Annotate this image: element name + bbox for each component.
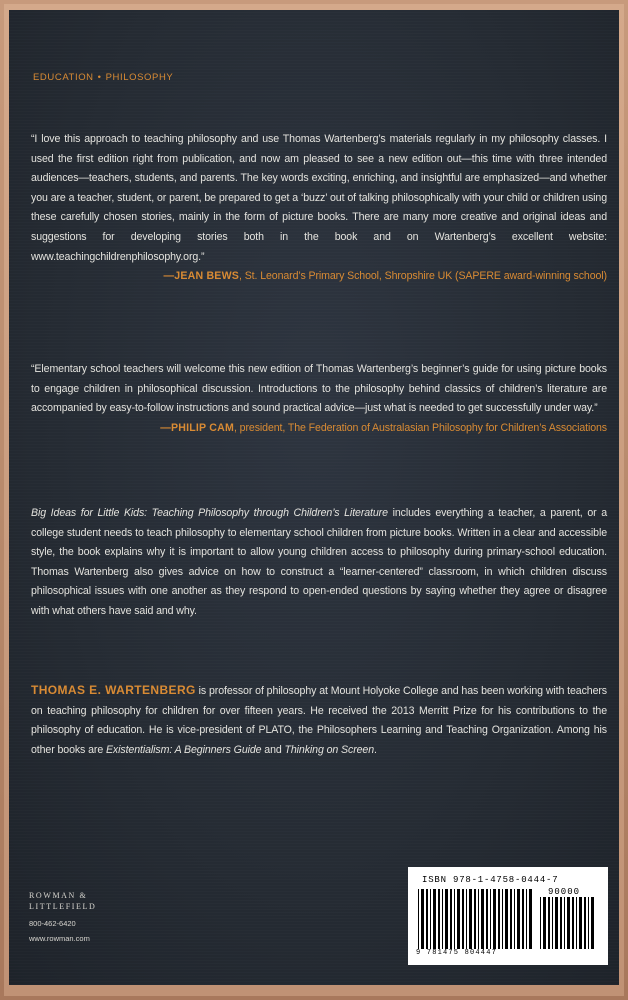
quote-2-organization: , president, The Federation of Australasian Philosophy for Children’s Associations [234,421,607,434]
isbn-text: ISBN 978-1-4758-0444-7 [422,875,559,885]
quote-1-organization: , St. Leonard’s Primary School, Shropshire UK (SAPERE award-winning school) [239,270,607,283]
barcode-bar [433,889,436,949]
barcode-bar [543,897,546,949]
barcode-bar [469,889,472,949]
publisher-url: www.rowman.com [29,934,90,943]
barcode-bar [526,889,527,949]
category-philosophy: PHILOSOPHY [105,72,174,83]
barcode-bar [505,889,508,949]
description-text: includes everything a teacher, a parent, or a college student needs to teach philosophy to elementary school children from picture books. Written in a clear and accessible style, the book explains why it is important to allow young children access to philosophy during primary-school education. Thomas Wartenberg also gives advice on how to construct a “learner-centered” classroom, in which children discuss philosophical issues with one another as they respond to open-ended questions by saying whether they agree or disagree with what others have said and why. [31,507,607,617]
quote-2-author: —PHILIP CAM [160,421,234,434]
testimonial-quote-2 [31,360,607,438]
quote-2-text: “Elementary school teachers will welcome this new edition of Thomas Wartenberg’s beginner’s guide for using picture books to engage children in philosophical discussion. Introductions to the philosophy behind classics of children’s literature are accompanied by easy-to-follow instructions and sound practical advice—just what is needed to get successfully under way.” [31,363,607,415]
bio-book-1: Existentialism: A Beginners Guide [105,743,262,756]
barcode-bar [486,889,488,949]
bio-and: and [261,743,285,756]
barcode-bar [466,889,467,949]
quote-1-author: —JEAN BEWS [163,270,240,283]
barcode-bar [567,897,570,949]
barcode-bar [529,889,532,949]
barcode-bar [445,889,448,949]
barcode-bar [418,889,419,949]
publisher-block [29,890,96,946]
publisher-logo-line-1: ROWMAN & [29,891,88,900]
barcode-bar [498,889,500,949]
quote-1-attribution [31,267,607,287]
barcode-bar [421,889,424,949]
barcode-digits: 9 781475 804447 [416,949,498,957]
book-title: Big Ideas for Little Kids: Teaching Philosophy through Children’s Literature [31,507,388,519]
bullet-separator: • [97,72,102,83]
category-label [33,72,173,83]
bio-book-2: Thinking on Screen [284,743,374,756]
barcode-bar [450,889,452,949]
barcode-bar [591,897,594,949]
barcode-bar [572,897,574,949]
barcode-bar [584,897,586,949]
barcode-bar [493,889,496,949]
book-back-cover [9,10,619,985]
author-name: THOMAS E. WARTENBERG [31,683,196,697]
barcode-bar [490,889,491,949]
barcode-bar [457,889,460,949]
barcode-bar [579,897,582,949]
barcode-bar [438,889,440,949]
barcode-bar [588,897,589,949]
barcode-bar [548,897,550,949]
testimonial-quote-1 [31,130,607,287]
quote-1-text: “I love this approach to teaching philosophy and use Thomas Wartenberg’s materials regularly in my philosophy classes. I used the first edition right from publication, and now am pleased to see a new edition out—this time with three intended audiences—teachers, students, and parents. The key words exciting, enriching, and insightful are emphasized—and whether you are a teacher, student, or parent, be prepared to get a ‘buzz’ out of talking philosophically with your child or children using these carefully chosen stories, mainly in the form of picture books. There are many more creative and original ideas and suggestions for developing stories both in the book and on Wartenberg’s excellent website: www.teachingchildrenphilosophy.org.” [31,133,607,263]
addon-barcode [540,897,594,949]
category-education: EDUCATION [33,72,94,83]
barcode-bar [478,889,479,949]
price-code: 90000 [548,887,581,897]
barcode-bar [510,889,512,949]
barcode-bar [540,897,541,949]
barcode-bar [454,889,455,949]
barcode-bar [481,889,484,949]
ean-barcode [418,889,536,949]
book-description [31,504,607,622]
barcode-bar [426,889,428,949]
barcode-bar [555,897,558,949]
barcode-bar [442,889,443,949]
bio-end: . [374,743,377,756]
barcode-bar [522,889,524,949]
barcode-bar [462,889,464,949]
publisher-phone: 800-462-6420 [29,919,76,928]
barcode-bar [502,889,503,949]
barcode-bar [517,889,520,949]
bio-text: is professor of philosophy at Mount Holyoke College and has been working with teachers on teaching philosophy for children for over fifteen years. He received the 2013 Merritt Prize for his contributions to the philosophy of education. He is vice-president of PLATO, the Philosophers Learning and Teaching Organization. Among his other books are [31,685,607,756]
publisher-logo-line-2: LITTLEFIELD [29,902,97,911]
barcode-bar [552,897,553,949]
barcode-bar [560,897,562,949]
barcode-bar [576,897,577,949]
barcode-bar [514,889,515,949]
author-bio [31,681,607,760]
barcode-label [408,867,608,965]
barcode-bar [474,889,476,949]
barcode-bar [564,897,565,949]
quote-2-attribution [31,419,607,439]
barcode-bar [430,889,431,949]
